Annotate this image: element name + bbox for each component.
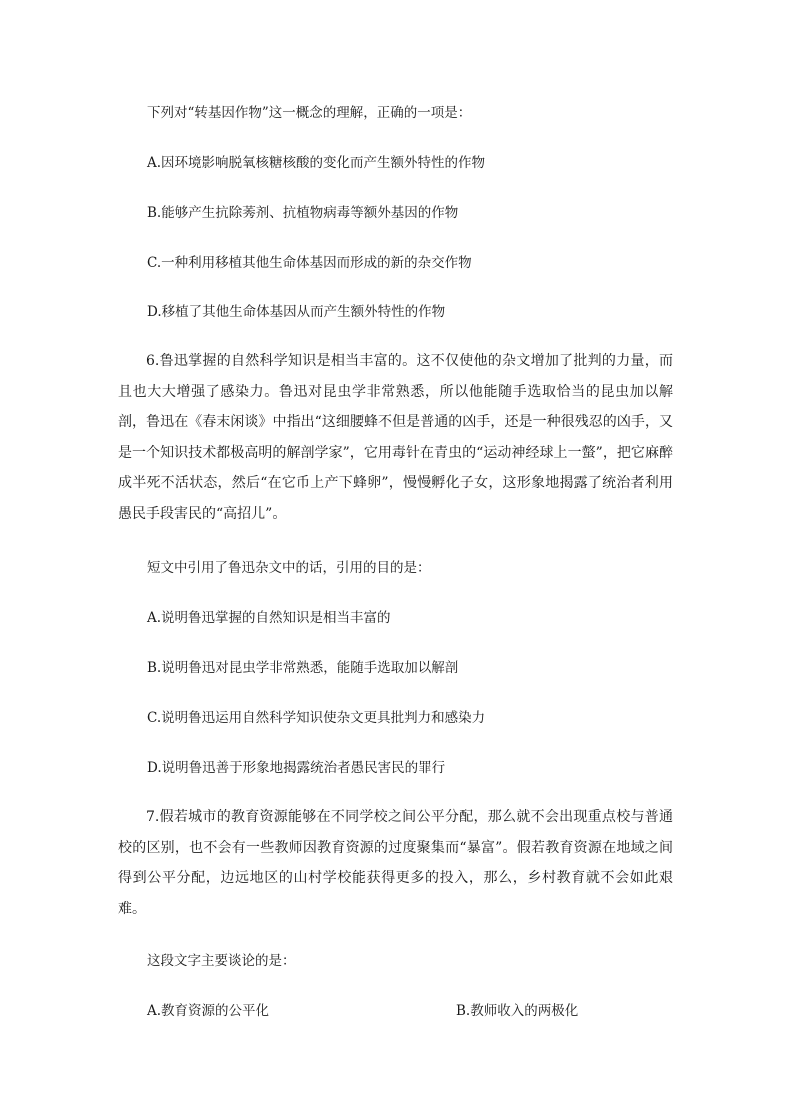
- question-5-option-a: A.因环境影响脱氧核糖核酸的变化而产生额外特性的作物: [147, 155, 486, 171]
- question-5-option-b: B.能够产生抗除莠剂、抗植物病毒等额外基因的作物: [147, 205, 459, 221]
- question-7-option-a: A.教育资源的公平化: [147, 1003, 270, 1019]
- question-7-stem: 这段文字主要谈论的是：: [147, 953, 296, 969]
- question-5-option-d: D.移植了其他生命体基因从而产生额外特性的作物: [147, 304, 446, 320]
- question-6-stem: 短文中引用了鲁迅杂文中的话，引用的目的是：: [147, 560, 431, 576]
- question-6-option-b: B.说明鲁迅对昆虫学非常熟悉，能随手选取加以解剖: [147, 660, 459, 676]
- question-7-passage: 7.假若城市的教育资源能够在不同学校之间公平分配，那么就不会出现重点校与普通校的区别，也不会有一些教师因教育资源的过度聚集而“暴富”。假若教育资源在地域之间得到公平分配，边远地区的山村学校能获得更多的投入，那么，乡村教育就不会如此艰难。: [118, 809, 673, 917]
- question-7-option-b: B.教师收入的两极化: [456, 1003, 579, 1019]
- question-6-passage: 6.鲁迅掌握的自然科学知识是相当丰富的。这不仅使他的杂文增加了批判的力量，而且也大大增强了感染力。鲁迅对昆虫学非常熟悉，所以他能随手选取恰当的昆虫加以解剖，鲁迅在《春末闲谈》中指出“这细腰蜂不但是普通的凶手，还是一种很残忍的凶手，又是一个知识技术都极高明的解剖学家”，它用毒针在青虫的“运动神经球上一螫”，把它麻醉成半死不活状态，然后“在它币上产下蜂卵”，慢慢孵化子女，这形象地揭露了统治者利用愚民手段害民的“高招儿”。: [118, 353, 673, 522]
- question-6-option-d: D.说明鲁迅善于形象地揭露统治者愚民害民的罪行: [147, 760, 446, 776]
- question-6-option-c: C.说明鲁迅运用自然科学知识使杂文更具批判力和感染力: [147, 710, 486, 726]
- question-5-stem: 下列对“转基因作物”这一概念的理解，正确的一项是：: [147, 105, 472, 121]
- question-6-option-a: A.说明鲁迅掌握的自然知识是相当丰富的: [147, 610, 391, 626]
- question-5-option-c: C.一种利用移植其他生命体基因而形成的新的杂交作物: [147, 255, 472, 271]
